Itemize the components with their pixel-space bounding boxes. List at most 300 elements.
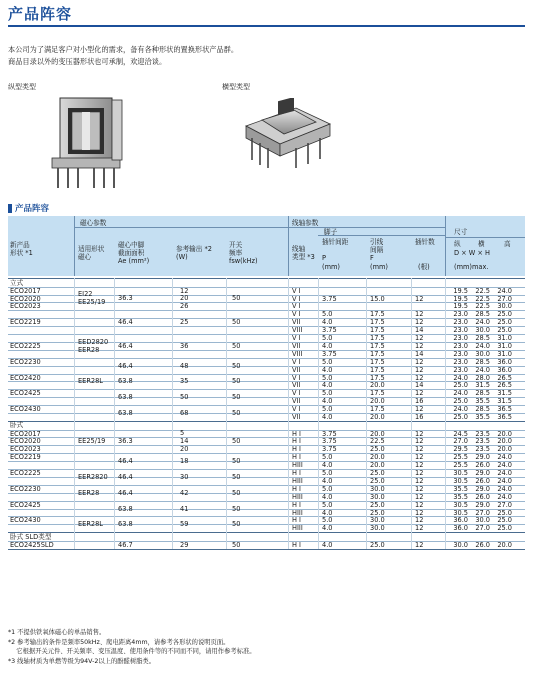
- row-divider: [8, 389, 525, 390]
- size-h: 25.0: [497, 524, 512, 533]
- size-w: 28.5: [475, 389, 490, 398]
- row-divider: [8, 318, 525, 319]
- bobbin-type: VII: [292, 413, 301, 421]
- row-divider: [8, 358, 525, 359]
- applicable-core: EER28: [78, 488, 100, 497]
- size-d: 25.5: [453, 453, 468, 462]
- core-ae: 46.4: [118, 488, 133, 497]
- core-params-header: 磁心参数: [80, 219, 107, 227]
- row-divider: [8, 541, 525, 542]
- size-d: 23.0: [453, 341, 468, 350]
- pin-count: 12: [415, 405, 424, 414]
- size-d: 30.5: [453, 508, 468, 517]
- size-h: 20.0: [497, 429, 512, 438]
- product-name: ECO2420: [10, 373, 41, 382]
- switching-frequency: 50: [232, 341, 241, 350]
- applicable-core: EER28: [78, 345, 100, 354]
- row-divider: [8, 278, 525, 279]
- switching-frequency: 50: [232, 409, 241, 417]
- wire-gap: 17.5: [370, 357, 385, 366]
- wire-gap: 30.0: [370, 484, 385, 493]
- wire-gap: 20.0: [370, 397, 385, 406]
- wire-gap: 17.5: [370, 389, 385, 398]
- core-ae: 36.3: [118, 294, 133, 303]
- bobbin-type: VII: [292, 381, 301, 390]
- pin-pitch: 5.0: [322, 357, 333, 366]
- pin-pitch: 4.0: [322, 397, 333, 406]
- product-name: ECO2225: [10, 341, 41, 350]
- product-name: ECO2023: [10, 445, 41, 454]
- bobbin-type: H I: [292, 500, 301, 509]
- size-dim-d: 纵: [454, 240, 461, 248]
- size-h: 31.0: [497, 349, 512, 358]
- size-h: 24.0: [497, 469, 512, 477]
- size-h: 20.0: [497, 437, 512, 446]
- size-w: 23.5: [475, 445, 490, 454]
- reference-output: 35: [180, 377, 189, 386]
- size-h: 30.0: [497, 302, 512, 311]
- reference-output: 50: [180, 393, 189, 402]
- switching-frequency: 50: [232, 520, 241, 529]
- size-w: 26.0: [475, 461, 490, 470]
- pin-count: 12: [415, 540, 424, 549]
- column-divider: [318, 278, 319, 549]
- bobbin-type: H I: [292, 445, 301, 454]
- bobbin-type: HIII: [292, 524, 303, 533]
- product-name: ECO2425SLD: [10, 540, 54, 549]
- row-divider: [8, 453, 525, 454]
- column-divider: [114, 278, 115, 549]
- wire-gap: 30.0: [370, 524, 385, 533]
- pin-pitch: 4.0: [322, 508, 333, 517]
- pin-pitch: 3.75: [322, 294, 337, 303]
- size-h: 25.0: [497, 310, 512, 319]
- size-w: 27.0: [475, 508, 490, 517]
- bobbin-type: V I: [292, 310, 301, 319]
- size-h: 20.0: [497, 445, 512, 454]
- size-h: 36.0: [497, 357, 512, 366]
- switching-frequency: 50: [232, 488, 241, 497]
- column-divider: [172, 278, 173, 549]
- pin-count: 12: [415, 476, 424, 485]
- pin-pitch: 5.0: [322, 484, 333, 493]
- product-name: ECO2020: [10, 437, 41, 446]
- pin-pitch: 4.0: [322, 540, 333, 549]
- switching-frequency: 50: [232, 377, 241, 386]
- size-d: 25.0: [453, 381, 468, 390]
- size-h: 25.0: [497, 508, 512, 517]
- core-ae: 36.3: [118, 437, 133, 446]
- switching-frequency: 50: [232, 540, 241, 549]
- product-name: ECO2219: [10, 453, 41, 462]
- size-h: 36.5: [497, 405, 512, 414]
- core-ae: 63.8: [118, 393, 133, 402]
- size-d: 25.5: [453, 461, 468, 470]
- pin-count: 16: [415, 397, 424, 406]
- size-d: 30.5: [453, 476, 468, 485]
- applicable-core: EE25/19: [78, 437, 106, 446]
- pin-pitch: 3.75: [322, 326, 337, 335]
- size-d: 29.5: [453, 445, 468, 454]
- bobbin-type-header: 线轴: [292, 245, 306, 253]
- size-d: 25.0: [453, 413, 468, 421]
- size-w: 30.0: [475, 349, 490, 358]
- wire-gap: 30.0: [370, 492, 385, 501]
- size-d: 36.0: [453, 524, 468, 533]
- size-d: 27.0: [453, 437, 468, 446]
- pin-pitch: 5.0: [322, 500, 333, 509]
- bobbin-params-header: 线轴参数: [292, 219, 319, 227]
- wire-gap: 30.0: [370, 516, 385, 525]
- wire-gap: 25.0: [370, 445, 385, 454]
- bobbin-type: VIII: [292, 326, 303, 335]
- bobbin-type: V I: [292, 357, 301, 366]
- wire-gap: 17.5: [370, 341, 385, 350]
- size-h: 36.5: [497, 413, 512, 421]
- size-d: 23.0: [453, 357, 468, 366]
- pin-pitch: 5.0: [322, 469, 333, 477]
- bobbin-type: H I: [292, 453, 301, 462]
- pin-count: 12: [415, 389, 424, 398]
- wire-gap: 22.5: [370, 437, 385, 446]
- size-header: 尺寸: [454, 228, 468, 236]
- size-h: 24.0: [497, 484, 512, 493]
- reference-output: 36: [180, 341, 189, 350]
- bobbin-type: H I: [292, 429, 301, 438]
- pin-pitch: 4.0: [322, 476, 333, 485]
- column-divider: [74, 278, 75, 549]
- pin-pitch: 5.0: [322, 373, 333, 382]
- row-divider: [8, 413, 525, 414]
- size-unit: (mm)max.: [454, 263, 489, 271]
- reference-output: 12: [180, 286, 189, 295]
- bobbin-type: V I: [292, 389, 301, 398]
- size-d: 24.5: [453, 429, 468, 438]
- ref-output-header: 参考输出 *2: [176, 245, 212, 253]
- size-d: 35.5: [453, 484, 468, 493]
- wire-gap: 20.0: [370, 461, 385, 470]
- size-d: 23.0: [453, 310, 468, 319]
- size-h: 26.5: [497, 373, 512, 382]
- applicable-core: EER28L: [78, 377, 103, 386]
- size-h: 36.0: [497, 365, 512, 374]
- wire-gap-header-2: 间隔: [370, 246, 384, 254]
- pitch-header-p: P: [322, 254, 326, 262]
- applicable-core: EED2820: [78, 337, 109, 346]
- size-h: 31.5: [497, 397, 512, 406]
- size-h: 24.0: [497, 286, 512, 295]
- core-ae: 46.4: [118, 472, 133, 481]
- size-d: 30.0: [453, 540, 468, 549]
- row-divider: [8, 421, 525, 422]
- wire-gap: 15.0: [370, 294, 385, 303]
- pitch-header-unit: (mm): [322, 263, 340, 271]
- row-divider: [8, 469, 525, 470]
- reference-output: 30: [180, 472, 189, 481]
- reference-output: 26: [180, 302, 189, 311]
- ae-header-3: Ae (mm²): [118, 257, 150, 265]
- row-divider: [8, 366, 525, 367]
- pin-pitch: 5.0: [322, 310, 333, 319]
- section-title: 产品阵容: [15, 204, 50, 214]
- row-divider: [8, 461, 525, 462]
- row-divider: [8, 287, 525, 288]
- size-w: 24.0: [475, 365, 490, 374]
- product-name: ECO2430: [10, 405, 41, 414]
- size-w: 23.5: [475, 429, 490, 438]
- pin-pitch: 4.0: [322, 524, 333, 533]
- pin-count: 12: [415, 516, 424, 525]
- product-name: ECO2425: [10, 500, 41, 509]
- pin-pitch: 5.0: [322, 389, 333, 398]
- size-d: 36.0: [453, 516, 468, 525]
- size-w: 28.5: [475, 357, 490, 366]
- pin-count: 14: [415, 349, 424, 358]
- core-ae: 46.4: [118, 361, 133, 370]
- fsw-header-3: fsw(kHz): [229, 257, 258, 265]
- pin-pitch: 4.0: [322, 365, 333, 374]
- switching-frequency: 50: [232, 294, 241, 303]
- bobbin-type: VIII: [292, 349, 303, 358]
- size-w: 28.0: [475, 373, 490, 382]
- wire-gap: 20.0: [370, 413, 385, 421]
- size-h: 24.0: [497, 492, 512, 501]
- pin-count: 12: [415, 508, 424, 517]
- wire-gap-header-f: F: [370, 254, 374, 262]
- pin-count: 12: [415, 437, 424, 446]
- size-h: 31.0: [497, 341, 512, 350]
- vertical-type-caption: 纵型类型: [8, 83, 36, 91]
- product-name: ECO2230: [10, 484, 41, 493]
- bobbin-type: V I: [292, 334, 301, 342]
- reference-output: 41: [180, 504, 189, 513]
- size-d: 19.5: [453, 302, 468, 311]
- row-divider: [8, 326, 525, 327]
- size-axes: D × W × H: [454, 249, 490, 257]
- size-d: 23.0: [453, 318, 468, 327]
- product-name: ECO2225: [10, 469, 41, 477]
- pin-count: 12: [415, 445, 424, 454]
- size-d: 30.5: [453, 469, 468, 477]
- switching-frequency: 50: [232, 472, 241, 481]
- pin-count: 12: [415, 357, 424, 366]
- wire-gap: 25.0: [370, 540, 385, 549]
- size-w: 35.5: [475, 397, 490, 406]
- product-name: ECO2230: [10, 357, 41, 366]
- size-h: 24.0: [497, 453, 512, 462]
- footnotes: [8, 628, 256, 666]
- reference-output: 18: [180, 457, 189, 466]
- size-h: 25.0: [497, 516, 512, 525]
- pin-pitch: 4.0: [322, 461, 333, 470]
- row-divider: [8, 397, 525, 398]
- size-w: 22.5: [475, 286, 490, 295]
- row-divider: [8, 405, 525, 406]
- core-ae: 46.7: [118, 540, 133, 549]
- reference-output: 42: [180, 488, 189, 497]
- size-h: 31.5: [497, 389, 512, 398]
- pin-count: 12: [415, 318, 424, 327]
- wire-gap: 17.5: [370, 349, 385, 358]
- bobbin-type: V I: [292, 302, 301, 311]
- pin-count: 12: [415, 469, 424, 477]
- row-divider: [8, 516, 525, 517]
- product-name: ECO2425: [10, 389, 41, 398]
- core-ae: 63.8: [118, 377, 133, 386]
- pin-count: 12: [415, 373, 424, 382]
- pin-pitch: 5.0: [322, 334, 333, 342]
- column-divider: [366, 278, 367, 549]
- bobbin-type: H I: [292, 469, 301, 477]
- row-divider: [8, 509, 525, 510]
- row-divider: [8, 310, 525, 311]
- size-w: 27.0: [475, 524, 490, 533]
- pin-pitch: 4.0: [322, 492, 333, 501]
- pin-header: 脚子: [324, 228, 338, 236]
- reference-output: 20: [180, 445, 189, 454]
- ae-header-2: 截面面积: [118, 249, 145, 257]
- size-h: 26.5: [497, 381, 512, 390]
- size-w: 29.0: [475, 484, 490, 493]
- reference-output: 5: [180, 429, 185, 438]
- size-dim-h: 高: [504, 240, 511, 248]
- wire-gap: 17.5: [370, 365, 385, 374]
- intro-line: 商品目录以外的变压器形状也可承制，欢迎洽谈。: [8, 57, 167, 66]
- pin-count: 12: [415, 524, 424, 533]
- wire-gap: 25.0: [370, 500, 385, 509]
- pitch-header: 插针间距: [322, 238, 349, 246]
- pin-count: 12: [415, 461, 424, 470]
- wire-gap: 17.5: [370, 405, 385, 414]
- pin-count: 14: [415, 381, 424, 390]
- row-divider: [8, 334, 525, 335]
- size-d: 19.5: [453, 286, 468, 295]
- size-w: 26.0: [475, 476, 490, 485]
- switching-frequency: 50: [232, 457, 241, 466]
- title-rule: [8, 25, 525, 27]
- size-h: 31.0: [497, 334, 512, 342]
- pin-count-header: 插针数: [415, 238, 435, 246]
- core-ae: 63.8: [118, 409, 133, 417]
- size-h: 27.0: [497, 500, 512, 509]
- size-w: 28.5: [475, 405, 490, 414]
- switching-frequency: 50: [232, 504, 241, 513]
- size-d: 24.0: [453, 389, 468, 398]
- pin-pitch: 3.75: [322, 437, 337, 446]
- size-w: 22.5: [475, 294, 490, 303]
- pin-pitch: 3.75: [322, 429, 337, 438]
- column-divider: [288, 278, 289, 549]
- product-name-header: 新产品: [10, 241, 30, 249]
- footnote: *1 不提供铁氧体磁心的单品销售。: [8, 629, 106, 636]
- size-w: 29.0: [475, 500, 490, 509]
- bobbin-type: VII: [292, 318, 301, 327]
- size-w: 24.0: [475, 318, 490, 327]
- row-divider: [8, 532, 525, 533]
- core-ae: 63.8: [118, 504, 133, 513]
- size-d: 24.0: [453, 373, 468, 382]
- size-w: 26.0: [475, 492, 490, 501]
- core-ae: 46.4: [118, 341, 133, 350]
- vertical-transformer-image: [46, 96, 136, 192]
- wire-gap-header: 引线: [370, 238, 384, 246]
- footnote: 它根据开关元件、开关频率、变压温度、使用条件等的不同而不同，请用作参考标准。: [8, 648, 256, 655]
- pin-pitch: 5.0: [322, 516, 333, 525]
- size-h: 20.0: [497, 540, 512, 549]
- size-d: 23.0: [453, 349, 468, 358]
- size-w: 22.5: [475, 302, 490, 311]
- core-ae: 63.8: [118, 520, 133, 529]
- size-w: 30.0: [475, 326, 490, 335]
- wire-gap: 25.0: [370, 476, 385, 485]
- size-w: 26.0: [475, 540, 490, 549]
- product-name: ECO2020: [10, 294, 41, 303]
- product-name: ECO2017: [10, 286, 41, 295]
- switching-frequency: 50: [232, 393, 241, 402]
- size-w: 28.5: [475, 310, 490, 319]
- footnote: *3 线轴材质为单燃等级为94V-2以上的酚醛树脂类。: [8, 657, 156, 665]
- pin-count: 12: [415, 341, 424, 350]
- row-divider: [8, 485, 525, 486]
- pin-count: 12: [415, 492, 424, 501]
- horizontal-type-caption: 横型类型: [222, 83, 250, 91]
- row-divider: [8, 549, 525, 550]
- size-h: 25.0: [497, 326, 512, 335]
- wire-gap: 17.5: [370, 326, 385, 335]
- size-d: 30.5: [453, 500, 468, 509]
- size-w: 29.0: [475, 469, 490, 477]
- size-d: 25.0: [453, 397, 468, 406]
- product-name: ECO2023: [10, 302, 41, 311]
- reference-output: 59: [180, 520, 189, 529]
- pin-pitch: 4.0: [322, 341, 333, 350]
- bobbin-type: HIII: [292, 461, 303, 470]
- size-d: 35.5: [453, 492, 468, 501]
- bobbin-type: H I: [292, 484, 301, 493]
- bobbin-type: V I: [292, 286, 301, 295]
- reference-output: 29: [180, 540, 189, 549]
- column-divider: [226, 278, 227, 549]
- size-w: 24.0: [475, 341, 490, 350]
- core-ae: 46.4: [118, 318, 133, 327]
- core-ae: 46.4: [118, 457, 133, 466]
- reference-output: 68: [180, 409, 189, 417]
- pin-pitch: 4.0: [322, 318, 333, 327]
- wire-gap: 25.0: [370, 469, 385, 477]
- reference-output: 48: [180, 361, 189, 370]
- bobbin-type: H I: [292, 540, 301, 549]
- pin-count: 12: [415, 294, 424, 303]
- wire-gap: 17.5: [370, 334, 385, 342]
- pin-count: 12: [415, 453, 424, 462]
- wire-gap: 20.0: [370, 453, 385, 462]
- section-marker: [8, 204, 12, 213]
- bobbin-type: H I: [292, 516, 301, 525]
- pin-pitch: 3.75: [322, 349, 337, 358]
- pin-count: 12: [415, 484, 424, 493]
- size-d: 23.0: [453, 365, 468, 374]
- pin-pitch: 5.0: [322, 405, 333, 414]
- group-label: 卧式 SLD类型: [10, 532, 52, 541]
- size-w: 23.5: [475, 437, 490, 446]
- size-w: 29.0: [475, 453, 490, 462]
- size-h: 27.0: [497, 294, 512, 303]
- wire-gap: 17.5: [370, 318, 385, 327]
- pin-count: 16: [415, 413, 424, 421]
- switching-frequency: 50: [232, 437, 241, 446]
- product-name: ECO2219: [10, 318, 41, 327]
- intro-line: 本公司为了满足客户对小型化的需求，备有各种形状的置换形状产品群。: [8, 45, 239, 54]
